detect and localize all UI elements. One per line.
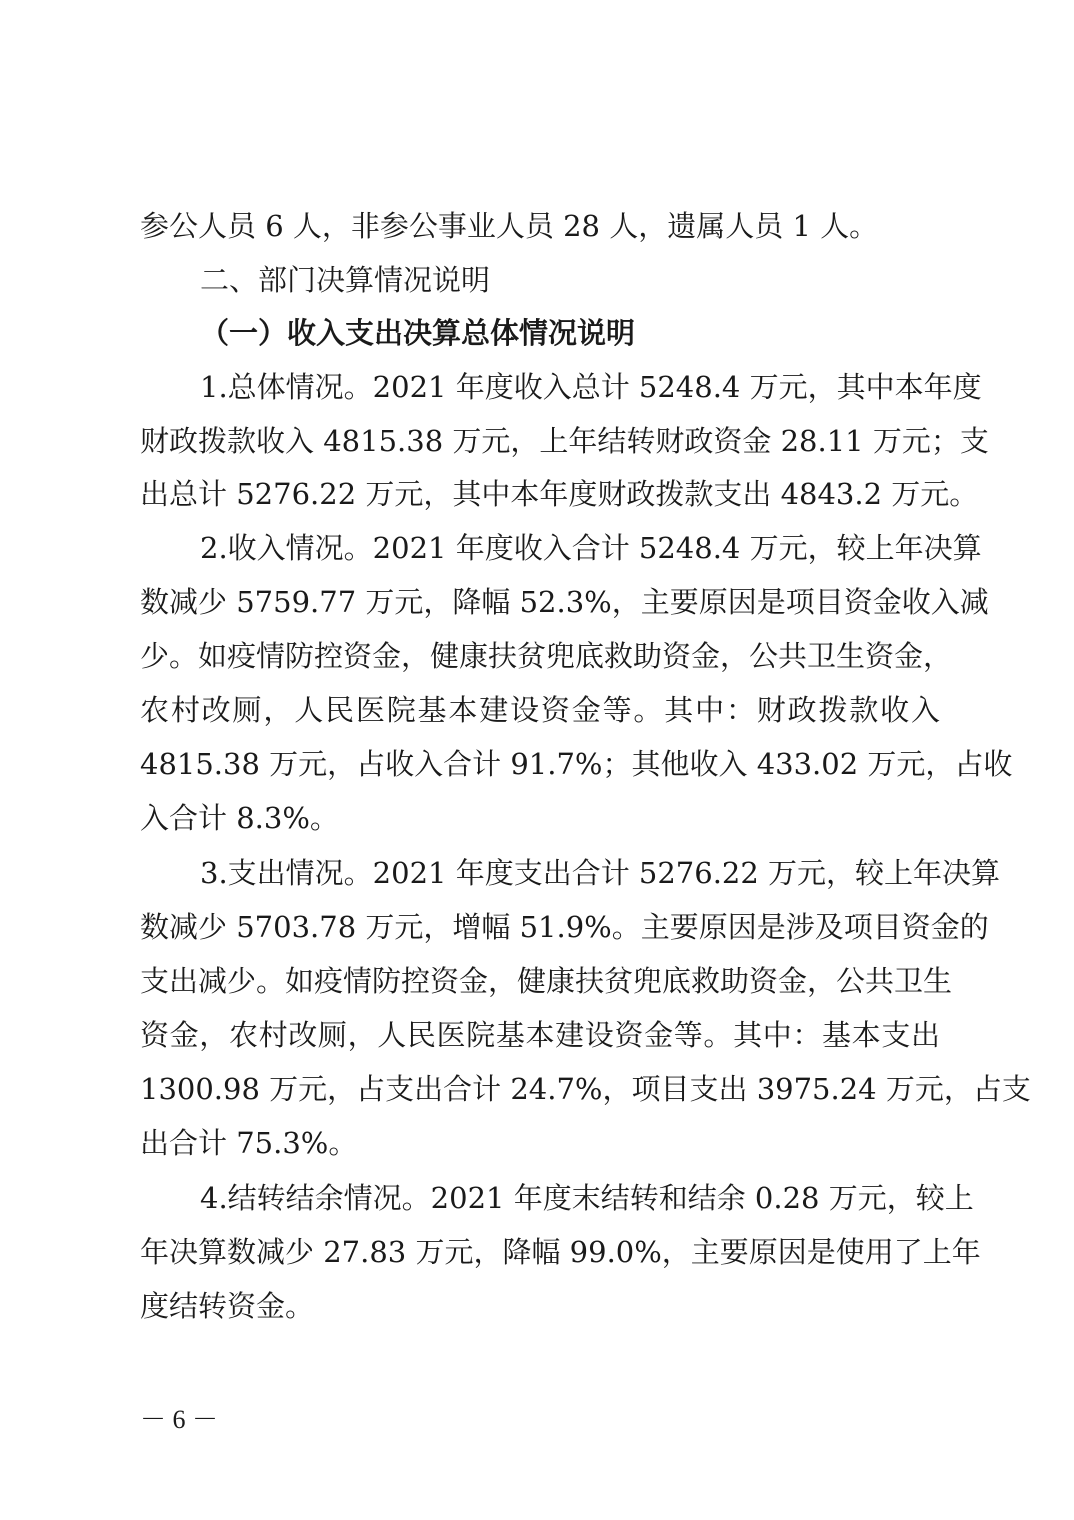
paragraph-expenditure-line-5: 1300.98 万元，占支出合计 24.7%，项目支出 3975.24 万元，占支	[140, 1072, 1031, 1106]
paragraph-carryover-line-2: 年决算数减少 27.83 万元，降幅 99.0%，主要原因是使用了上年	[140, 1235, 981, 1269]
paragraph-income-line-6: 入合计 8.3%。	[140, 801, 339, 835]
paragraph-carryover-line-3: 度结转资金。	[140, 1289, 315, 1323]
paragraph-income-line-3: 少。如疫情防控资金，健康扶贫兜底救助资金，公共卫生资金，	[140, 639, 953, 673]
paragraph-expenditure-line-1: 3.支出情况。2021 年度支出合计 5276.22 万元，较上年决算	[200, 856, 1001, 890]
paragraph-overall-line-2: 财政拨款收入 4815.38 万元，上年结转财政资金 28.11 万元；支	[140, 424, 989, 458]
paragraph-expenditure-line-6: 出合计 75.3%。	[140, 1126, 358, 1160]
section-heading: 二、部门决算情况说明	[200, 263, 491, 297]
paragraph-income-line-2: 数减少 5759.77 万元，降幅 52.3%，主要原因是项目资金收入减	[140, 585, 989, 619]
paragraph-expenditure-line-3: 支出减少。如疫情防控资金，健康扶贫兜底救助资金，公共卫生	[140, 964, 953, 998]
text-line-continuation: 参公人员 6 人，非参公事业人员 28 人，遗属人员 1 人。	[140, 209, 879, 243]
paragraph-expenditure-line-2: 数减少 5703.78 万元，增幅 51.9%。主要原因是涉及项目资金的	[140, 910, 989, 944]
paragraph-expenditure-line-4: 资金，农村改厕，人民医院基本建设资金等。其中：基本支出	[140, 1018, 940, 1052]
subsection-heading: （一）收入支出决算总体情况说明	[200, 316, 636, 350]
page-number: － 6 －	[140, 1405, 219, 1434]
paragraph-income-line-1: 2.收入情况。2021 年度收入合计 5248.4 万元，较上年决算	[200, 531, 982, 565]
paragraph-carryover-line-1: 4.结转结余情况。2021 年度末结转和结余 0.28 万元，较上	[200, 1181, 974, 1215]
paragraph-overall-line-3: 出总计 5276.22 万元，其中本年度财政拨款支出 4843.2 万元。	[140, 477, 979, 511]
paragraph-income-line-5: 4815.38 万元，占收入合计 91.7%；其他收入 433.02 万元，占收	[140, 747, 1013, 781]
paragraph-overall-line-1: 1.总体情况。2021 年度收入总计 5248.4 万元，其中本年度	[200, 370, 982, 404]
paragraph-income-line-4: 农村改厕，人民医院基本建设资金等。其中：财政拨款收入	[140, 693, 940, 727]
